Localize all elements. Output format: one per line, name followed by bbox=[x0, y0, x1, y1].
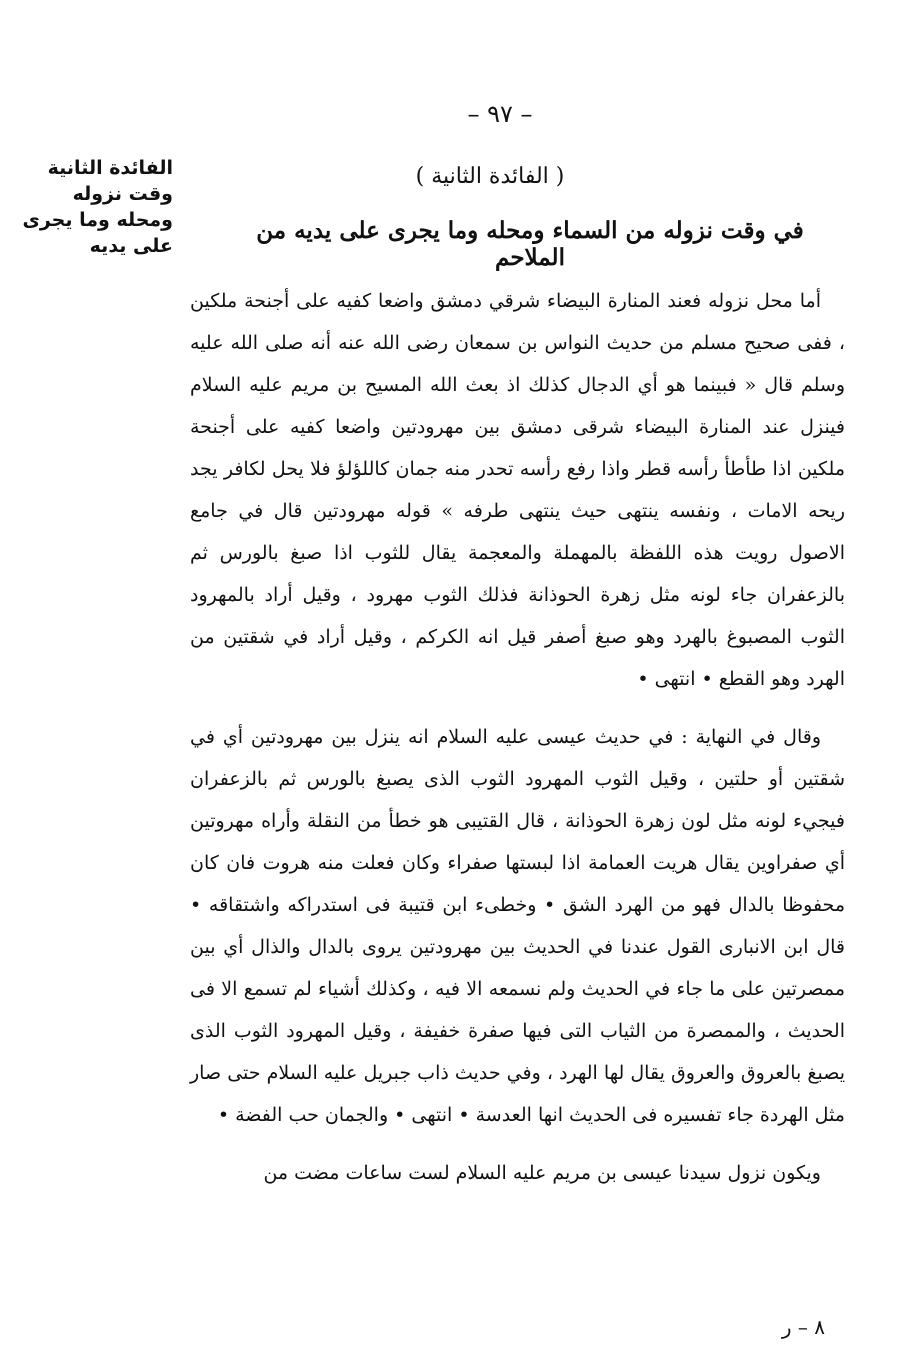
signature-mark: ٨ – ر bbox=[781, 1315, 825, 1339]
page-number: – ٩٧ – bbox=[467, 100, 533, 128]
section-subtitle: في وقت نزوله من السماء ومحله وما يجرى على يديه من الملاحم bbox=[256, 217, 804, 271]
paragraph: أما محل نزوله فعند المنارة البيضاء شرقي دمشق واضعا كفيه على أجنحة ملكين ، ففى صحيح مسلم من حديث النواس بن سمعان رضى الله عنه أنه صلى الله عليه وسلم قال « فبينما هو أي الدجال كذلك اذ بعث الله المسيح بن مريم عليه السلام فينزل عند المنارة البيضاء شرقى دمشق بين مهرودتين واضعا كفيه على أجنحة ملكين اذا طأطأ رأسه قطر واذا رفع رأسه تحدر منه جمان كاللؤلؤ فلا يحل لكافر يجد ريحه الامات ، ونفسه ينتهى حيث ينتهى طرفه » قوله مهرودتين قال في جامع الاصول رويت هذه اللفظة بالمهملة والمعجمة يقال للثوب اذا صبغ بالورس ثم بالزعفران جاء لونه مثل زهرة الحوذانة فذلك الثوب مهرود ، وقيل أراد بالمهرود الثوب المصبوغ بالهرد وهو صبغ أصفر قيل انه الكركم ، وقيل أراد في شقتين من الهرد وهو القطع • انتهى • bbox=[190, 290, 845, 690]
margin-note: الفائدة الثانية وقت نزوله ومحله وما يجرى على يديه bbox=[22, 157, 173, 257]
paragraph: وقال في النهاية : في حديث عيسى عليه السلام انه ينزل بين مهرودتين أي في شقتين أو حلتين ، وقيل الثوب المهرود الثوب الذى يصبغ بالورس ثم بالزعفران فيجيء لونه مثل لون زهرة الحوذانة ، قال القتيبى هو خطأ من النقلة وأراه مهروتين أي صفراوين يقال هريت العمامة اذا لبستها صفراء وكان فعلت منه هروت فان كان محفوظا بالدال فهو من الهرد الشق • وخطىء ابن قتيبة فى استدراكه واشتقاقه • قال ابن الانبارى القول عندنا في الحديث بين مهرودتين يروى بالدال والذال أي بين ممصرتين على ما جاء في الحديث ولم نسمعه الا فيه ، وكذلك أشياء لم تسمع الا فى الحديث ، والممصرة من الثياب التى فيها صفرة خفيفة ، وقيل المهرود الثوب الذى يصبغ بالعروق والعروق يقال لها الهرد ، وفي حديث ذاب جبريل عليه السلام حتى صار مثل الهردة جاء تفسيره فى الحديث انها العدسة • انتهى • والجمان حب الفضة • bbox=[190, 726, 845, 1126]
body-text bbox=[190, 280, 845, 1194]
section-title: ( الفائدة الثانية ) bbox=[415, 164, 565, 189]
paragraph: ويكون نزول سيدنا عيسى بن مريم عليه السلام لست ساعات مضت من bbox=[263, 1162, 821, 1184]
